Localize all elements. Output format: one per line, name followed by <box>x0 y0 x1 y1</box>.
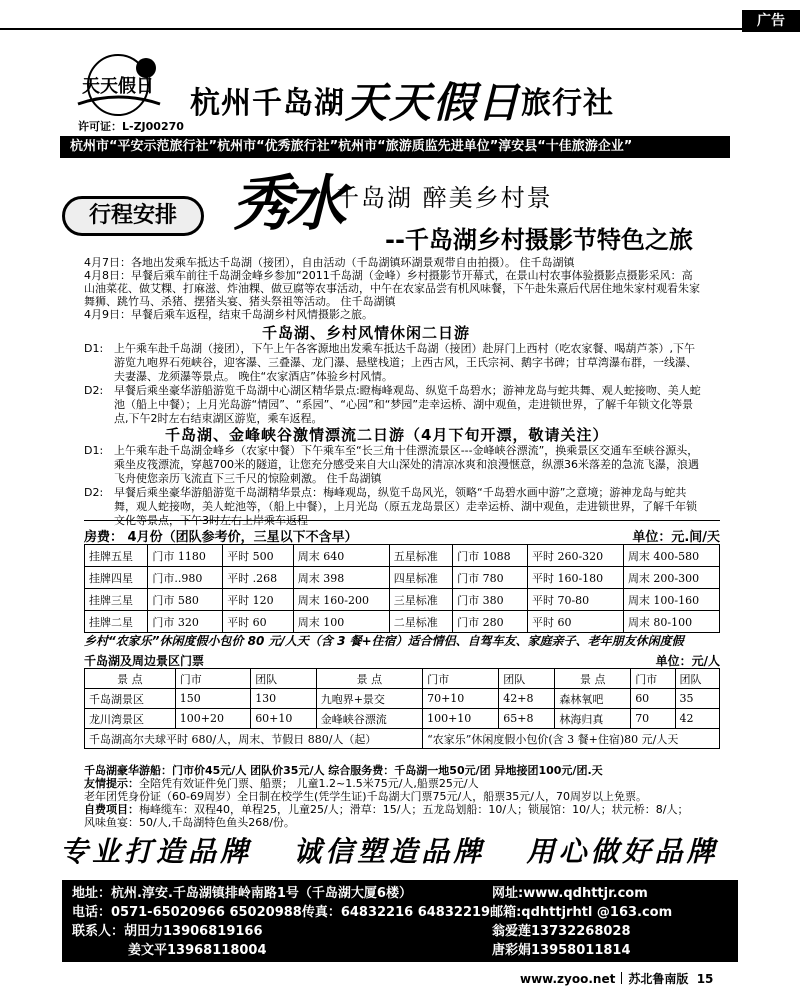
table-cell: 千岛湖景区 <box>85 689 176 709</box>
table-cell: 平时 60 <box>223 611 294 633</box>
table-row <box>85 729 720 749</box>
note-bold: 千岛湖豪华游船：门市价45元/人 团队价35元/人 综合服务费：千岛湖一地50元/团 异地接团100元/团.天 <box>84 764 603 777</box>
table-cell: 平时 260-320 <box>527 545 623 567</box>
table-cell: 周末 160-200 <box>293 589 389 611</box>
note-text: 老年团凭身份证（60-69周岁）全日制在校学生(凭学生证)千岛湖大门票75元/人，船票35元/人，70周岁以上免票。 <box>84 790 647 803</box>
table-cell: 门市 580 <box>148 589 223 611</box>
brand-slogans <box>60 830 740 870</box>
note-text: 全陪凭有效证件免门票、船票； 儿童1.2~1.5米75元/人,船票25元/人 <box>139 777 479 790</box>
table-cell: 门市 780 <box>453 567 528 589</box>
table-row <box>85 545 720 567</box>
notes-block <box>84 764 720 829</box>
tour1-details <box>84 342 704 426</box>
itinerary-day: 4月8日：早餐后乘车前往千岛湖金峰乡参加“2011千岛湖（金峰）乡村摄影节开幕式，在景山村农事体验摄影点摄影采风：高山油菜花、做艾粿、打麻滋、炸油粿、做豆腐等农事活动，中午在农家品尝有机风味餐，下午赴朱熹后代居住地朱家村观看朱家舞狮、跳竹马、杀猪、摆猪头宴、猪头祭祖等活动。 住千岛湖镇 <box>84 269 700 308</box>
table-cell: 平时 .268 <box>223 567 294 589</box>
title-brand: 天天假日 <box>345 78 522 127</box>
table-cell: 60+10 <box>251 709 317 729</box>
contact-person: 联系人：胡田力13906819166 <box>72 924 263 939</box>
note-bold: 友情提示： <box>84 777 139 790</box>
table-row <box>85 709 720 729</box>
page-footer <box>520 970 713 987</box>
day-label: D2: <box>84 384 104 397</box>
table-cell: 门市 380 <box>453 589 528 611</box>
itinerary-day: 4月9日：早餐后乘车返程，结束千岛湖乡村风情摄影之旅。 <box>84 308 373 321</box>
footer-separator <box>621 972 622 984</box>
tickets-table <box>84 668 720 749</box>
table-cell: 70+10 <box>423 689 499 709</box>
table-cell: 四星标准 <box>389 567 452 589</box>
contact-person: 唐彩娟13958011814 <box>492 943 631 958</box>
contact-row <box>72 884 728 903</box>
table-cell: 42+8 <box>499 689 555 709</box>
table-cell: 门市 280 <box>453 611 528 633</box>
table-cell: 团队 <box>251 669 317 689</box>
hotel-price-unit: 单位：元.间/天 <box>632 530 720 545</box>
table-header-row <box>85 669 720 689</box>
company-logo <box>68 52 168 118</box>
ad-tag: 广告 <box>742 10 800 32</box>
table-cell: 景 点 <box>555 669 631 689</box>
day-label: D2: <box>84 486 104 499</box>
note-text: 梅峰缆车：双程40，单程25，儿童25/人；滑草：15/人；五龙岛划船：10/人；锁展馆：10/人；状元桥：8/人； <box>139 803 689 816</box>
slogan: 用心做好品牌 <box>526 835 719 868</box>
table-cell: 周末 640 <box>293 545 389 567</box>
table-cell: 门市 <box>423 669 499 689</box>
table-cell: 平时 160-180 <box>527 567 623 589</box>
table-cell: 林海归真 <box>555 709 631 729</box>
table-row <box>85 567 720 589</box>
table-cell: 平时 500 <box>223 545 294 567</box>
tour2-details <box>84 444 704 528</box>
table-cell: 130 <box>251 689 317 709</box>
table-cell: 门市..980 <box>148 567 223 589</box>
table-cell: 平时 70-80 <box>527 589 623 611</box>
page-number: 15 <box>696 972 714 986</box>
note-line <box>84 803 720 816</box>
table-cell: 平时 60 <box>527 611 623 633</box>
title-suffix: 旅行社 <box>521 86 615 121</box>
table-cell: 森林氧吧 <box>555 689 631 709</box>
day-text: 早餐后乘坐豪华游船游览千岛湖精华景点：梅峰观岛，纵览千岛风光，领略“千岛碧水画中游”之意境；游神龙岛与蛇共舞，观人蛇接吻，美人蛇池等，（船上中餐），上月光岛（原五龙岛景区）走幸运桥、湖中观鱼，走进锁世界，了解千年锁文化等景点，下午3时左右上岸乘车返程 <box>114 486 697 527</box>
table-cell: 门市 <box>631 669 675 689</box>
note-line <box>84 764 720 777</box>
contact-person: 翁爱莲13732268028 <box>492 924 631 939</box>
subheadline: --千岛湖乡村摄影节特色之旅 <box>385 226 693 254</box>
table-cell: 九咆界+景交 <box>316 689 422 709</box>
table-cell: 100+10 <box>423 709 499 729</box>
tickets-unit: 单位：元/人 <box>655 654 720 668</box>
note-text: 风味鱼宴：50/人,千岛湖特色鱼头268/份。 <box>84 816 295 829</box>
top-rule <box>0 0 800 30</box>
contact-box <box>62 880 738 962</box>
table-cell: 周末 100-160 <box>623 589 719 611</box>
address: 地址：杭州.淳安.千岛湖镇排岭南路1号（千岛湖大厦6楼） <box>72 886 412 901</box>
table-cell: 挂牌四星 <box>85 567 148 589</box>
day-text: 上午乘车赴千岛湖（接团），下午上午各客源地出发乘车抵达千岛湖（接团）赴屏门上西村（吃农家餐、喝葫芦茶）,下午游览九咆界石苑峡谷，迎客瀑、三叠瀑、龙门瀑、悬壁栈道；上西古风，王氏宗祠、鹅字书碑；甘草湾瀑布群，一线瀑、夫妻瀑、龙须瀑等景点。 晚住“农家酒店”体验乡村风情。 <box>114 342 697 383</box>
divider <box>84 520 720 521</box>
hotel-price-table <box>84 544 720 633</box>
table-cell: 周末 100 <box>293 611 389 633</box>
contact-person: 姜文平13968118004 <box>128 943 267 958</box>
xiu-shui-calligraphy: 秀水 <box>232 169 340 239</box>
contact-row <box>72 941 728 960</box>
festival-itinerary <box>84 256 700 321</box>
table-cell: 门市 1088 <box>453 545 528 567</box>
table-row <box>85 689 720 709</box>
day-label: D1: <box>84 342 104 355</box>
note-line <box>84 790 720 803</box>
table-cell: 景 点 <box>316 669 422 689</box>
footer-edition: 苏北鲁南版 <box>628 972 689 986</box>
contact-row <box>72 922 728 941</box>
table-cell: 平时 120 <box>223 589 294 611</box>
day-text: 早餐后乘坐豪华游船游览千岛湖中心湖区精华景点:瞪梅峰观岛、纵览千岛碧水；游神龙岛与蛇共舞、观人蛇接吻、美人蛇池（船上中餐）；上月光岛游“情园”、“系园”、“心园”和“梦园”走幸运桥、湖中观鱼，走进锁世界，了解千年锁文化等景点,下午2时左右结束湖区游览，乘车返程。 <box>114 384 701 425</box>
headline: 千岛湖 醉美乡村景 <box>335 184 553 212</box>
tickets-title: 千岛湖及周边景区门票 <box>84 654 205 668</box>
slogan: 专业打造品牌 <box>60 835 253 868</box>
table-cell: 周末 200-300 <box>623 567 719 589</box>
farmstay-promo: 乡村“农家乐”休闲度假小包价 80 元/人天（含 3 餐+住宿）适合情侣、自驾车友、家庭亲子、老年朋友休闲度假 <box>84 634 684 648</box>
table-row <box>85 611 720 633</box>
table-cell: 五星标准 <box>389 545 452 567</box>
slogan: 诚信塑造品牌 <box>293 835 486 868</box>
title-prefix: 杭州千岛湖 <box>190 86 345 121</box>
table-cell: 门市 <box>175 669 250 689</box>
table-cell: 龙川湾景区 <box>85 709 176 729</box>
tour1-title: 千岛湖、乡村风情休闲二日游 <box>262 324 471 342</box>
phone-fax-email: 电话：0571-65020966 65020988传真：64832216 64832219邮箱:qdhttjrhtl @163.com <box>72 905 673 920</box>
table-cell: 景 点 <box>85 669 176 689</box>
table-cell: 二星标准 <box>389 611 452 633</box>
itinerary-badge: 行程安排 <box>62 196 204 236</box>
table-cell: 70 <box>631 709 675 729</box>
table-cell: 35 <box>675 689 719 709</box>
honors-banner: 杭州市“平安示范旅行社”杭州市“优秀旅行社”杭州市“旅游质监先进单位”淳安县“十佳旅游企业” <box>60 136 730 158</box>
table-cell: 42 <box>675 709 719 729</box>
agency-title <box>190 70 614 130</box>
table-cell: 千岛湖高尔夫球平时 680/人，周末、节假日 880/人（起） <box>85 729 423 749</box>
footer-url: www.zyoo.net <box>520 972 616 986</box>
table-cell: 150 <box>175 689 250 709</box>
table-cell: 100+20 <box>175 709 250 729</box>
table-cell: 周末 398 <box>293 567 389 589</box>
hotel-price-header <box>84 526 720 545</box>
table-cell: 团队 <box>499 669 555 689</box>
table-cell: 三星标准 <box>389 589 452 611</box>
day-text: 上午乘车赴千岛湖金峰乡（农家中餐）下午乘车至“长三角十佳漂流景区---金峰峡谷漂流”，换乘景区交通车至峡谷源头，乘坐皮筏漂流，穿越700米的隧道，让您充分感受来自大山深处的清凉冰爽和浪漫惬意，纵漂36米落差的急流飞瀑，浪遇飞舟使您亲历飞流直下三千尺的惊险刺激。 住千岛湖镇 <box>114 444 699 485</box>
website: 网址:www.qdhttjr.com <box>492 886 648 901</box>
note-line <box>84 816 720 829</box>
table-row <box>85 589 720 611</box>
table-cell: 65+8 <box>499 709 555 729</box>
table-cell: 门市 320 <box>148 611 223 633</box>
table-cell: 金峰峡谷漂流 <box>316 709 422 729</box>
table-cell: 周末 80-100 <box>623 611 719 633</box>
tickets-header <box>84 652 720 669</box>
note-bold: 自费项目： <box>84 803 139 816</box>
table-cell: 挂牌二星 <box>85 611 148 633</box>
table-cell: 60 <box>631 689 675 709</box>
logo-text: 天天假日 <box>82 76 154 97</box>
table-cell: 挂牌三星 <box>85 589 148 611</box>
table-cell: 挂牌五星 <box>85 545 148 567</box>
note-line <box>84 777 720 790</box>
table-cell: 团队 <box>675 669 719 689</box>
license-number: 许可证：L-ZJ00270 <box>78 120 184 133</box>
table-cell: “农家乐”休闲度假小包价(含 3 餐+住宿)80 元/人天 <box>423 729 720 749</box>
contact-row <box>72 903 728 922</box>
itinerary-day: 4月7日：各地出发乘车抵达千岛湖（接团），自由活动（千岛湖镇环湖景观带自由拍摄）。 住千岛湖镇 <box>84 256 575 269</box>
table-cell: 门市 1180 <box>148 545 223 567</box>
table-cell: 周末 400-580 <box>623 545 719 567</box>
tour2-title: 千岛湖、金峰峡谷激情漂流二日游（4月下旬开漂，敬请关注） <box>165 426 609 444</box>
hotel-price-title: 房费： 4月份（团队参考价，三星以下不含早） <box>84 530 358 545</box>
day-label: D1: <box>84 444 104 457</box>
